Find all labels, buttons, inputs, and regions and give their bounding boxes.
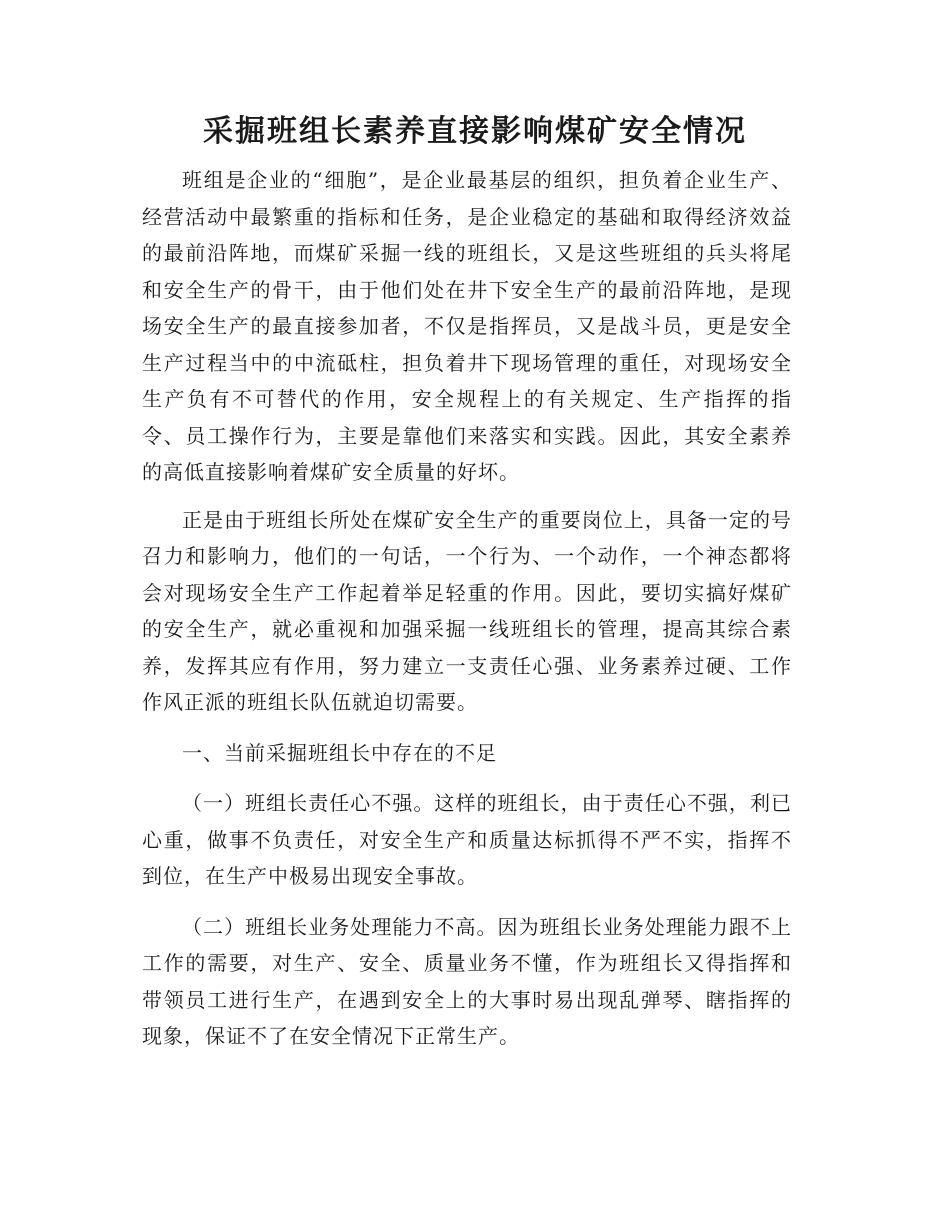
paragraph-responsibility: （一）班组长责任心不强。这样的班组长，由于责任心不强，利已心重，做事不负责任，对安全生产和质量达标抓得不严不实，指挥不到位，在生产中极易出现安全事故。	[142, 791, 792, 888]
document-body	[142, 162, 792, 1055]
paragraph-importance: 正是由于班组长所处在煤矿安全生产的重要岗位上，具备一定的号召力和影响力，他们的一句话，一个行为、一个动作，一个神态都将会对现场安全生产工作起着举足轻重的作用。因此，要切实搞好煤矿的安全生产，就必重视和加强采掘一线班组长的管理，提高其综合素养，发挥其应有作用，努力建立一支责任心强、业务素养过硬、工作作风正派的班组长队伍就迫切需要。	[142, 507, 792, 714]
document-title: 采掘班组长素养直接影响煤矿安全情况	[203, 114, 747, 149]
section-heading-deficiencies: 一、当前采掘班组长中存在的不足	[182, 740, 497, 765]
paragraph-intro: 班组是企业的“细胞”，是企业最基层的组织，担负着企业生产、经营活动中最繁重的指标和任务，是企业稳定的基础和取得经济效益的最前沿阵地，而煤矿采掘一线的班组长，又是这些班组的兵头将尾和安全生产的骨干，由于他们处在井下安全生产的最前沿阵地，是现场安全生产的最直接参加者，不仅是指挥员，又是战斗员，更是安全生产过程当中的中流砥柱，担负着井下现场管理的重任，对现场安全生产负有不可替代的作用，安全规程上的有关规定、生产指挥的指令、员工操作行为，主要是靠他们来落实和实践。因此，其安全素养的高低直接影响着煤矿安全质量的好坏。	[142, 168, 792, 484]
paragraph-business-ability: （二）班组长业务处理能力不高。因为班组长业务处理能力跟不上工作的需要，对生产、安全、质量业务不懂，作为班组长又得指挥和带领员工进行生产，在遇到安全上的大事时易出现乱弹琴、瞎指挥的现象，保证不了在安全情况下正常生产。	[142, 914, 792, 1048]
